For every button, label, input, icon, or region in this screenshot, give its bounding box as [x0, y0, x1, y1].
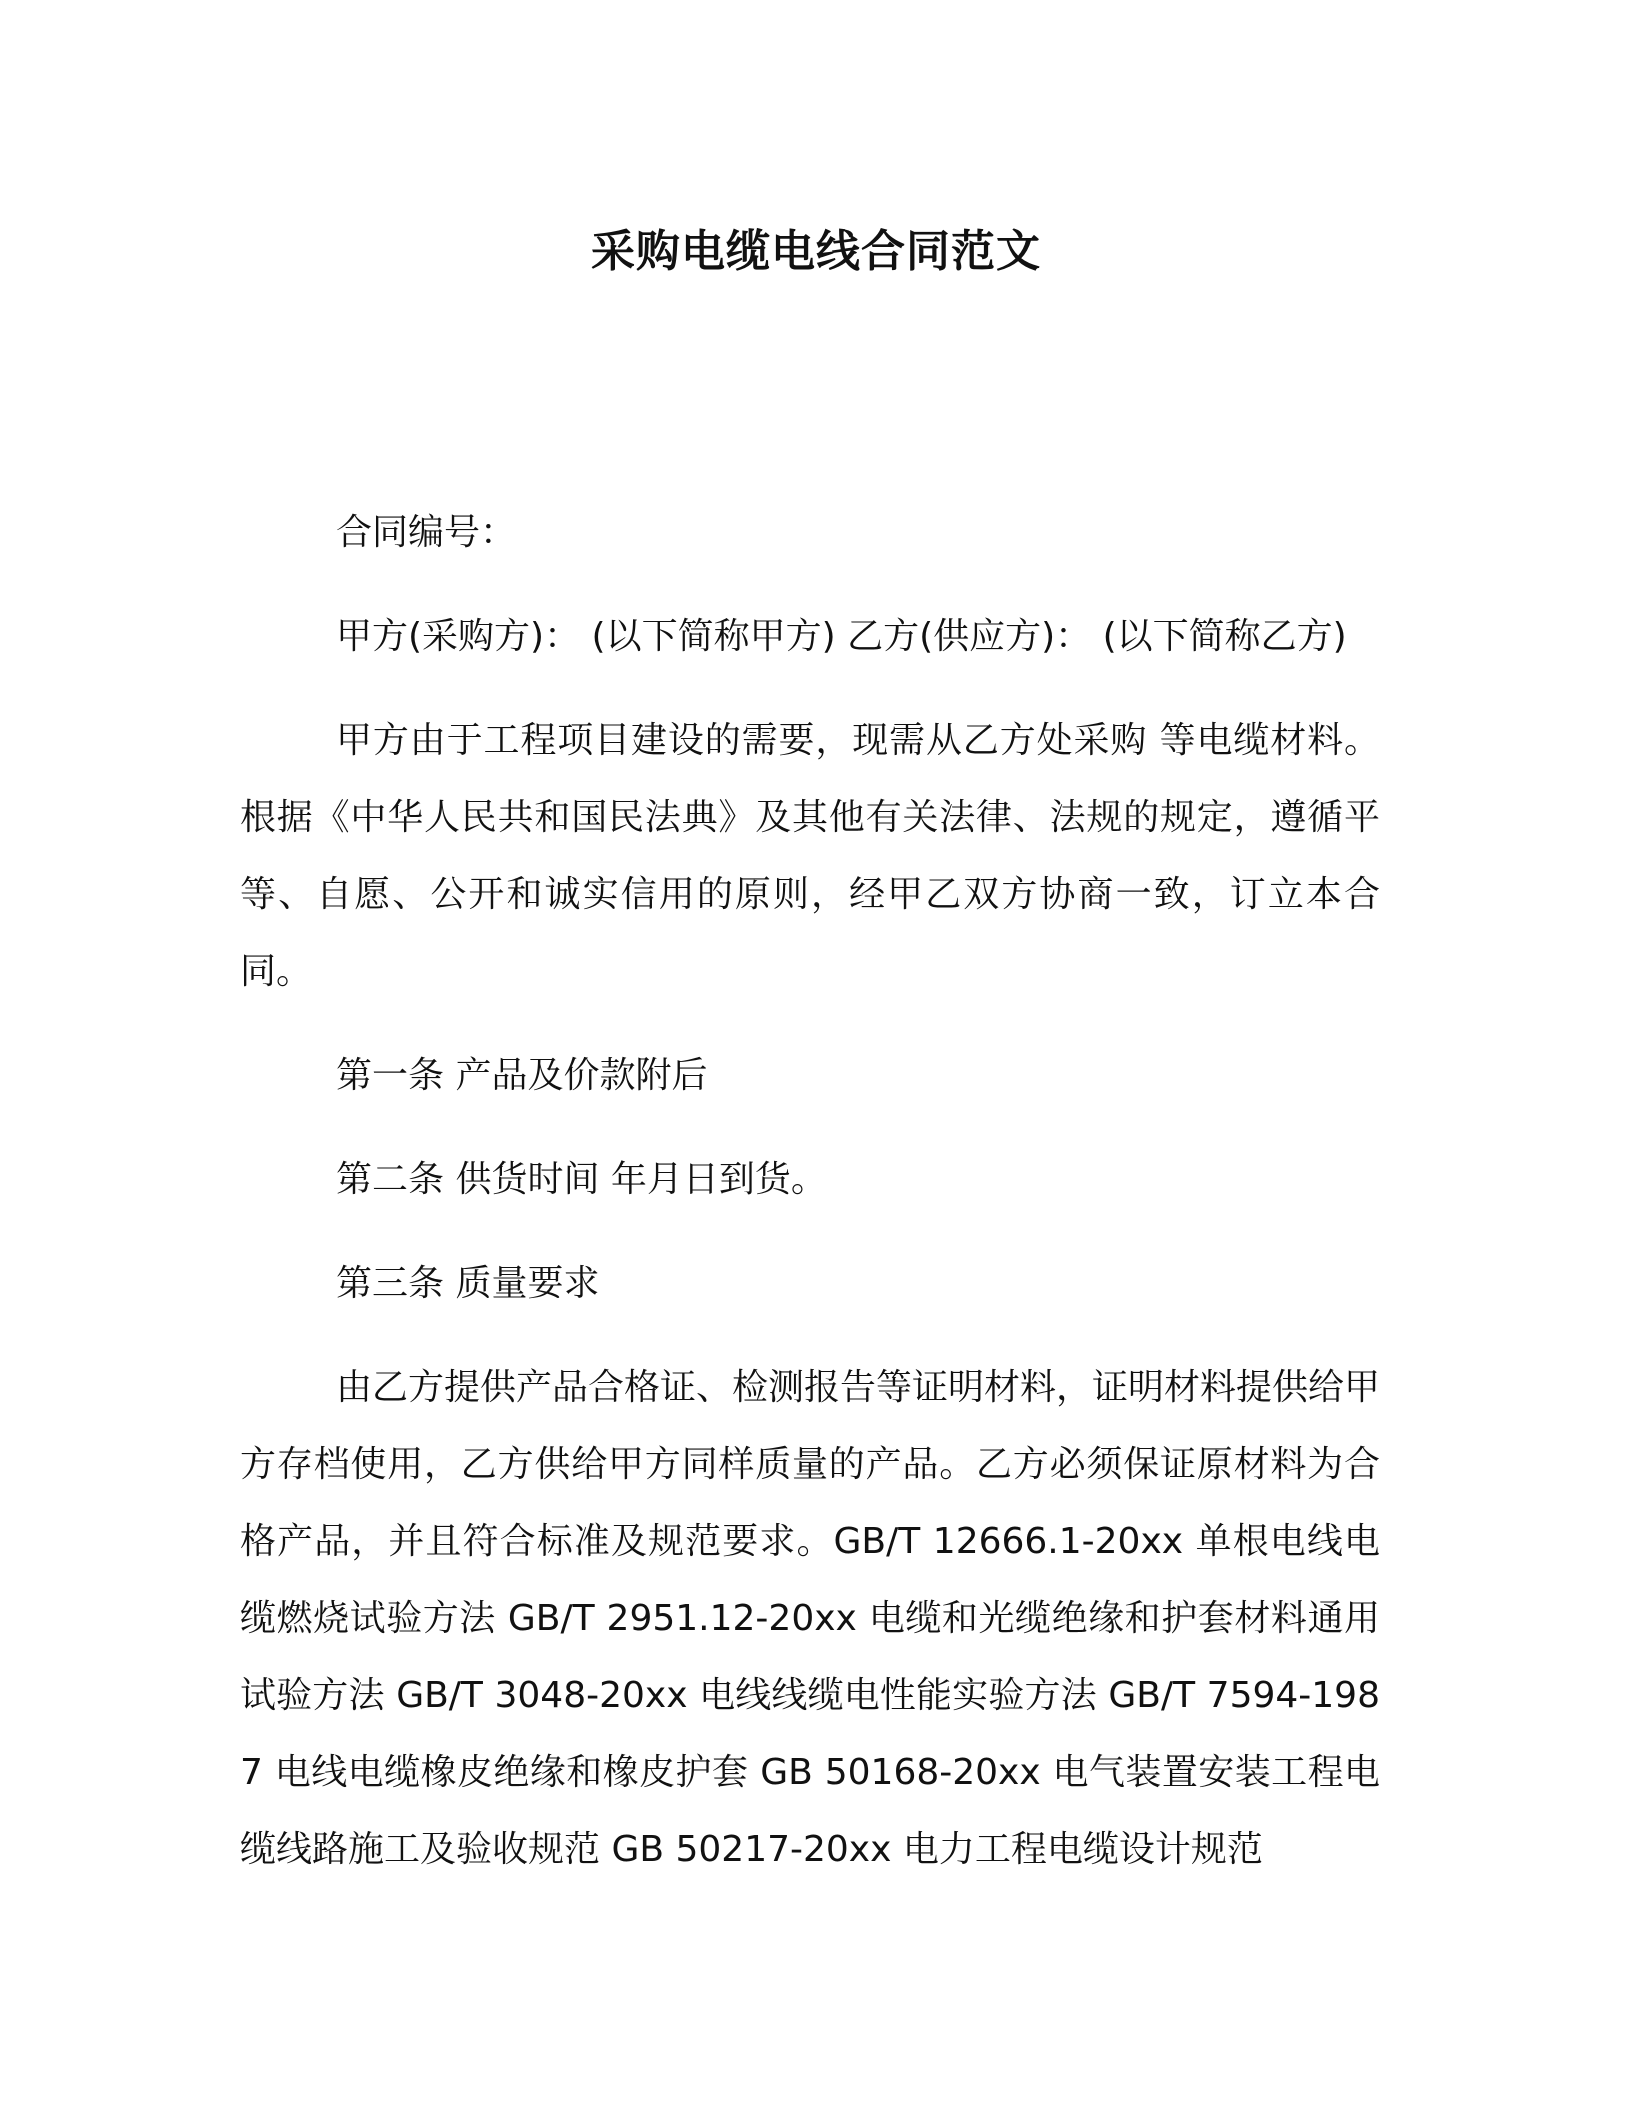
article-1-heading: 第一条 产品及价款附后: [336, 1055, 708, 1096]
article-3-heading: 第三条 质量要求: [336, 1263, 600, 1304]
parties-line: 甲方(采购方)： (以下简称甲方) 乙方(供应方)： (以下简称乙方): [336, 616, 1347, 657]
article-2-heading: 第二条 供货时间 年月日到货。: [336, 1159, 827, 1200]
preamble-paragraph: 甲方由于工程项目建设的需要，现需从乙方处采购 等电缆材料。根据《中华人民共和国民法典》及其他有关法律、法规的规定，遵循平等、自愿、公开和诚实信用的原则，经甲乙双方协商一致，订立本合同。: [240, 720, 1380, 992]
contract-number-line: 合同编号：: [336, 512, 517, 553]
quality-requirements-paragraph: 由乙方提供产品合格证、检测报告等证明材料，证明材料提供给甲方存档使用，乙方供给甲方同样质量的产品。乙方必须保证原材料为合格产品，并且符合标准及规范要求。GB/T 12666.1-20xx 单根电线电缆燃烧试验方法 GB/T 2951.12-20xx 电缆和光缆绝缘和护套材料通用试验方法 GB/T 3048-20xx 电线线缆电性能实验方法 GB/T 7594-1987 电线电缆橡皮绝缘和橡皮护套 GB 50168-20xx 电气装置安装工程电缆线路施工及验收规范 GB 50217-20xx 电力工程电缆设计规范: [240, 1367, 1381, 1870]
document-title: 采购电缆电线合同范文: [591, 226, 1041, 277]
document-body: [240, 494, 1380, 1915]
